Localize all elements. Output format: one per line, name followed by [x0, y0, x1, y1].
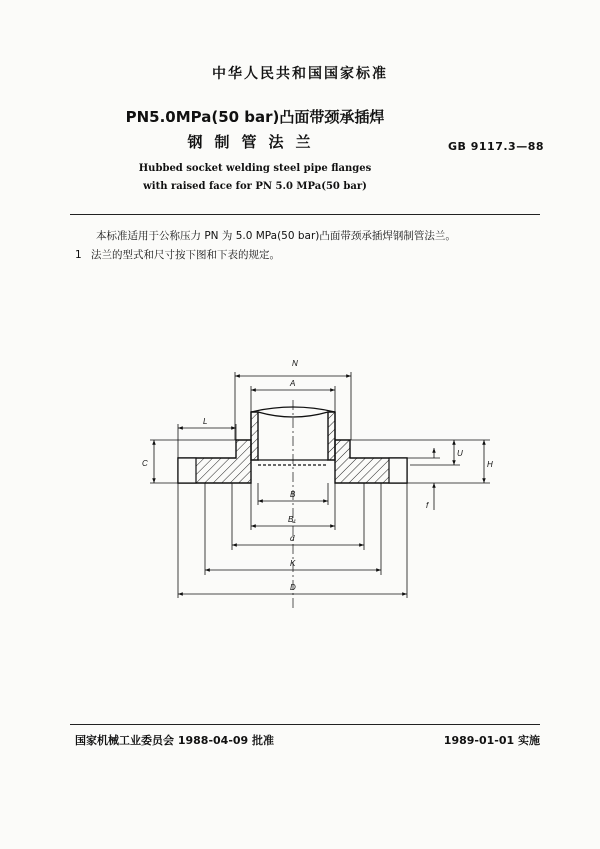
raised-face-left — [178, 458, 196, 483]
scope-paragraph: 本标准适用于公称压力 PN 为 5.0 MPa(50 bar)凸面带颈承插焊钢制管法兰。 — [96, 230, 456, 242]
dim-label-D: D — [290, 583, 296, 592]
approval-line: 国家机械工业委员会 1988-04-09 批准 — [75, 734, 275, 747]
hub-wall-left — [251, 412, 258, 460]
hub-wall-right — [328, 412, 335, 460]
english-title-line2: with raised face for PN 5.0 MPa(50 bar) — [143, 181, 367, 192]
english-title-line1: Hubbed socket welding steel pipe flanges — [138, 163, 372, 174]
dim-label-N: N — [292, 359, 298, 368]
document-title-line2: 钢制管法兰 — [187, 133, 323, 151]
raised-face-right — [389, 458, 407, 483]
dim-label-K: K — [290, 559, 296, 568]
standard-title: 中华人民共和国国家标准 — [212, 66, 388, 82]
dim-label-U: U — [457, 449, 463, 458]
dim-label-B: B — [290, 490, 296, 499]
dim-label-A: A — [290, 379, 296, 388]
dim-label-f: f — [426, 501, 429, 510]
dim-label-d: d — [290, 534, 295, 543]
dim-label-H: H — [487, 460, 493, 469]
clause-1-number: 1 — [75, 249, 82, 261]
clause-1-text: 法兰的型式和尺寸按下图和下表的规定。 — [91, 249, 280, 261]
dim-label-L: L — [203, 417, 208, 426]
document-title-line1: PN5.0MPa(50 bar)凸面带颈承插焊 — [125, 108, 385, 126]
effective-date: 1989-01-01 实施 — [443, 734, 540, 747]
dim-label-B1: B₁ — [288, 515, 296, 524]
dim-label-C: C — [142, 459, 148, 468]
footer-divider — [70, 724, 540, 725]
standard-number: GB 9117.3—88 — [448, 140, 544, 153]
